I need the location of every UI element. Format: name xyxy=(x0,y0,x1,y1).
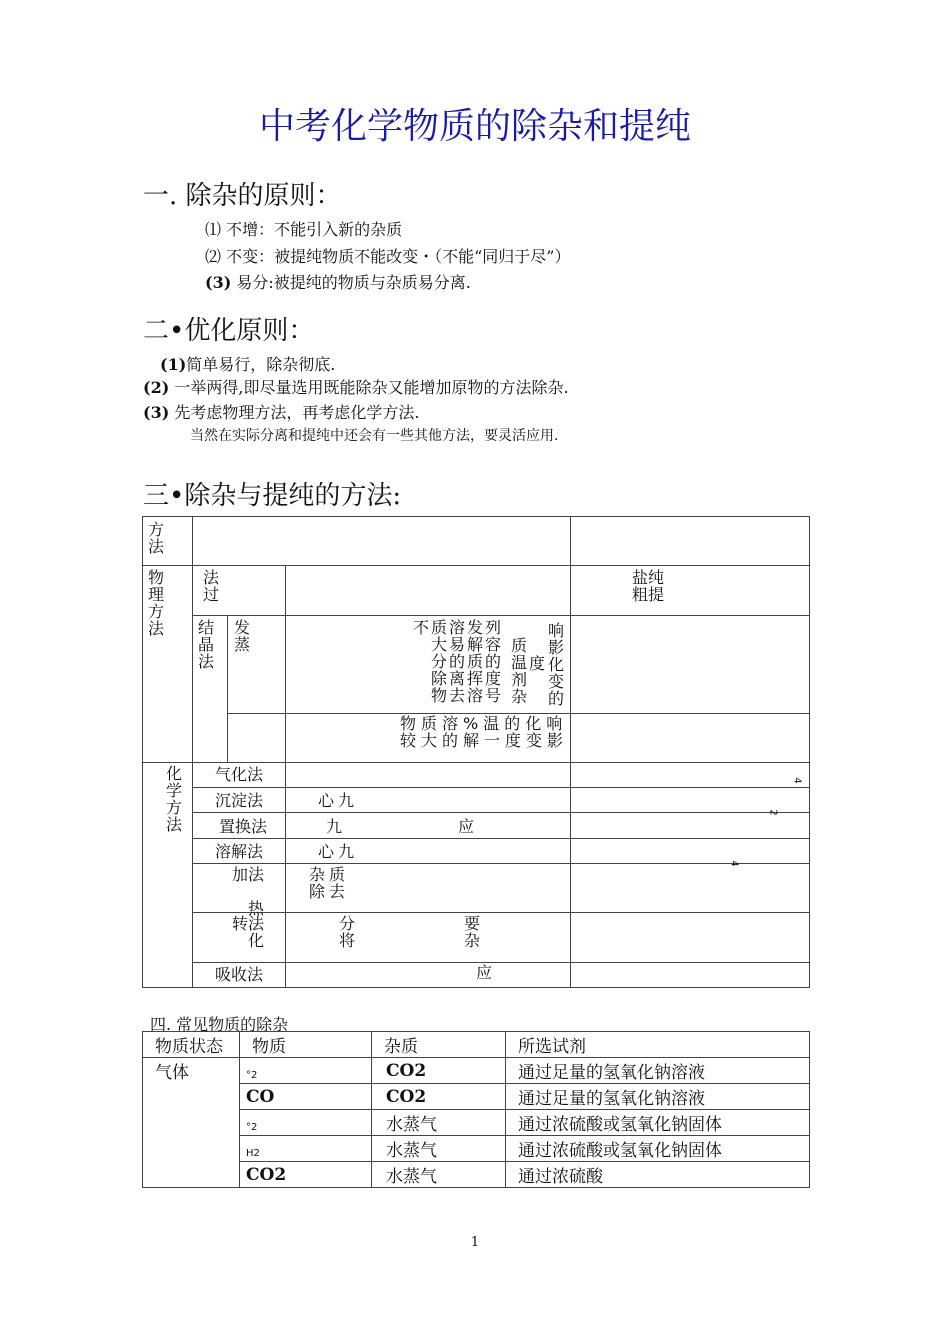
item-text: 一举两得,即尽量选用既能除杂又能增加原物的方法除杂. xyxy=(174,378,569,397)
evaporation-desc: 不质溶发列 大易解容 分的质的 除离挥度 物去溶号 xyxy=(413,618,504,705)
absorption-method: 吸收法 xyxy=(215,965,264,984)
substance-cell: °2 xyxy=(246,1121,258,1133)
common-impurities-table xyxy=(142,1031,810,1188)
header-impurity: 杂质 xyxy=(372,1032,506,1058)
cooling-desc: 物质溶%温的化响 较大的解一度变影 xyxy=(400,714,569,750)
item-number: (2) xyxy=(143,378,170,397)
header-state: 物质状态 xyxy=(143,1032,240,1058)
impurity-cell: CO2 xyxy=(372,1058,506,1084)
row-mark: 2 xyxy=(767,809,779,816)
dissolution-method: 溶解法 xyxy=(215,842,264,861)
item-text: 先考虑物理方法，再考虑化学方法. xyxy=(174,403,420,422)
section-4-heading: 四. 常见物质的除杂 xyxy=(150,1015,289,1034)
conversion-desc-2: 要 杂 xyxy=(464,914,481,950)
optimize-1 xyxy=(160,352,335,375)
item-number: (1) xyxy=(160,355,187,374)
evaporation-desc-d: 响 影 化 变 的 xyxy=(548,621,565,708)
substance-cell: CO2 xyxy=(240,1162,372,1188)
table-row xyxy=(143,1058,810,1084)
section-3-heading: 三•除杂与提纯的方法: xyxy=(143,481,402,511)
conversion-desc: 分 将 xyxy=(339,914,356,950)
item-text: 简单易行，除杂彻底. xyxy=(186,355,336,374)
optimize-3 xyxy=(143,400,419,423)
row-mark: 4 xyxy=(791,777,803,784)
gasification-method: 气化法 xyxy=(215,765,264,784)
item-text: 易分:被提纯的物质与杂质易分离. xyxy=(236,273,471,292)
displacement-desc-2: 应 xyxy=(458,817,475,836)
substance-cell: CO xyxy=(240,1084,372,1110)
table-row xyxy=(143,1136,810,1162)
displacement-method: 置换法 xyxy=(219,817,268,836)
heating-method: 加法 热 xyxy=(232,865,265,918)
chemical-methods-label: 化 学 方 法 xyxy=(166,764,183,834)
header-reagent: 所选试剂 xyxy=(506,1032,810,1058)
heating-desc: 杂质 除去 xyxy=(309,865,350,901)
precipitation-desc: 心九 xyxy=(318,791,359,810)
item-number: (3) xyxy=(143,403,170,422)
page-number: 1 xyxy=(470,1235,480,1250)
method-header: 方 法 xyxy=(148,520,165,556)
substance-cell: H2 xyxy=(246,1147,260,1159)
salt-purification-example: 盐纯 粗提 xyxy=(632,568,665,604)
table-row xyxy=(143,1162,810,1188)
evaporation-desc-c: 度 xyxy=(529,654,546,673)
absorption-desc: 应 xyxy=(476,963,493,982)
substance-cell: °2 xyxy=(246,1069,258,1081)
evaporation-desc-b: 质 温 剂 杂 xyxy=(511,636,528,706)
displacement-desc: 九 xyxy=(326,817,343,836)
reagent-cell: 通过足量的氢氧化钠溶液 xyxy=(506,1084,810,1110)
reagent-cell: 通过足量的氢氧化钠溶液 xyxy=(506,1058,810,1084)
crystallization-label: 结 晶 法 xyxy=(198,618,215,671)
section-1-heading: 一. 除杂的原则： xyxy=(143,181,342,211)
state-gas: 气体 xyxy=(143,1058,240,1188)
item-number: ⑴ xyxy=(205,220,222,239)
table-header-row xyxy=(143,1032,810,1058)
table-row xyxy=(143,1110,810,1136)
principle-3 xyxy=(205,270,471,293)
evaporation-label: 发 蒸 xyxy=(234,618,251,654)
precipitation-method: 沉淀法 xyxy=(215,791,264,810)
physical-methods-label: 物 理 方 法 xyxy=(148,568,165,638)
optimize-note: 当然在实际分离和提纯中还会有一些其他方法，要灵活应用. xyxy=(190,428,559,444)
optimize-2 xyxy=(143,375,569,398)
item-text: 不增：不能引入新的杂质 xyxy=(226,220,403,239)
item-text: 不变：被提纯物质不能改变・（不能“同归于尽”） xyxy=(226,247,571,266)
filtration-label: 法 过 xyxy=(203,568,220,604)
section-2-heading: 二•优化原则： xyxy=(143,316,315,346)
header-substance: 物质 xyxy=(240,1032,372,1058)
conversion-method: 转法 化 xyxy=(232,914,265,950)
principle-1 xyxy=(205,217,402,240)
dissolution-desc: 心九 xyxy=(318,842,359,861)
table-row xyxy=(143,1084,810,1110)
row-mark: 4 xyxy=(728,860,740,867)
page-title: 中考化学物质的除杂和提纯 xyxy=(258,106,691,147)
impurity-cell: 水蒸气 xyxy=(372,1110,506,1136)
impurity-cell: 水蒸气 xyxy=(372,1136,506,1162)
reagent-cell: 通过浓硫酸或氢氧化钠固体 xyxy=(506,1110,810,1136)
reagent-cell: 通过浓硫酸或氢氧化钠固体 xyxy=(506,1136,810,1162)
item-number: ⑵ xyxy=(205,247,222,266)
impurity-cell: CO2 xyxy=(372,1084,506,1110)
principle-2 xyxy=(205,244,570,267)
reagent-cell: 通过浓硫酸 xyxy=(506,1162,810,1188)
item-number: (3) xyxy=(205,273,232,292)
impurity-cell: 水蒸气 xyxy=(372,1162,506,1188)
